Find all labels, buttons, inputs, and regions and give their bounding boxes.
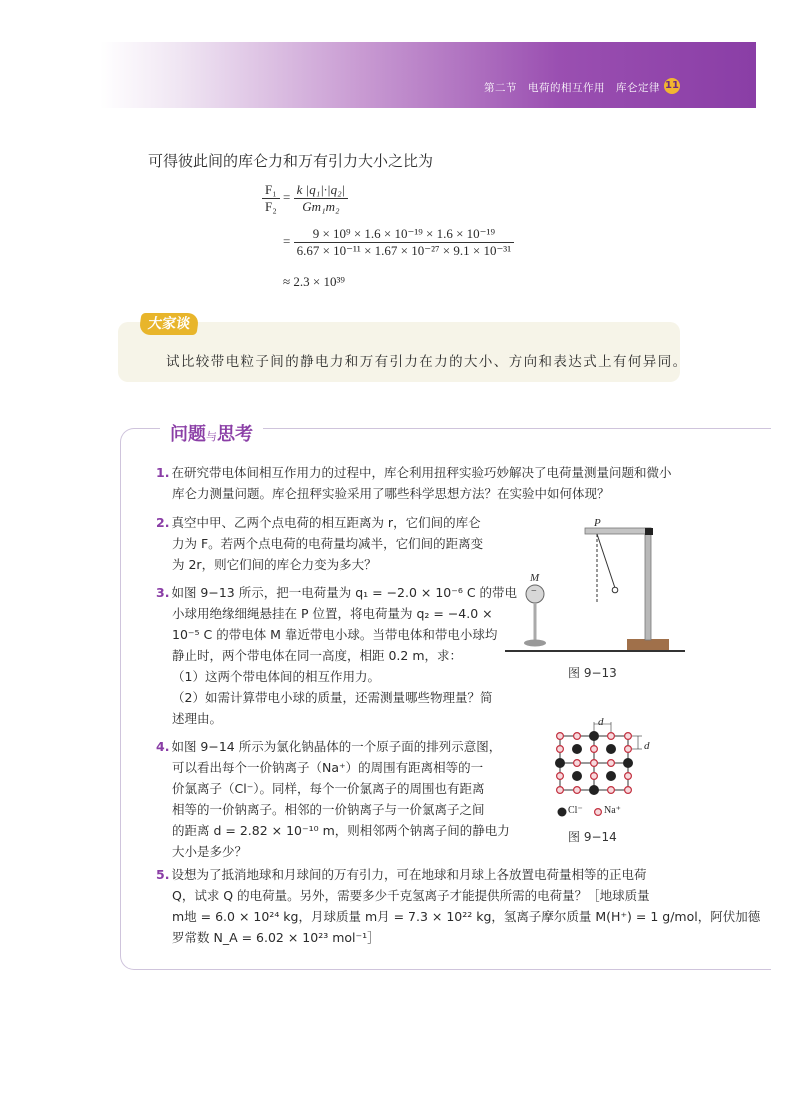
question-line: 静止时，两个带电体在同一高度，相距 0.2 m，求：: [172, 648, 463, 663]
question-number: 4.: [156, 739, 170, 754]
question-line: 价氯离子（Cl⁻）。同样，每个一价氯离子的周围也有距离: [172, 781, 485, 796]
figure-9-14-caption: 图 9−14: [568, 830, 617, 844]
question-line: 小球用绝缘细绳悬挂在 P 位置，将电荷量为 q₂ = −4.0 ×: [172, 606, 493, 621]
question-line: 为 2r，则它们间的库仑力变为多大？: [172, 557, 377, 572]
question-line: 相等的一价钠离子。相邻的一价钠离子与一价氯离子之间: [172, 802, 485, 817]
question-line: m地 = 6.0 × 10²⁴ kg，月球质量 m月 = 7.3 × 10²² kg，氢离子摩尔质量 M(H⁺) = 1 g/mol，阿伏加德: [172, 909, 761, 924]
legend-cl-marker: [558, 808, 567, 817]
question-line: 述理由。: [172, 711, 223, 726]
question-line: 可以看出每个一价钠离子（Na⁺）的周围有距离相等的一: [172, 760, 484, 775]
title-part-b: 思考: [217, 424, 253, 445]
question-1: [156, 462, 671, 504]
numeric-den: 6.67 × 10⁻¹¹ × 1.67 × 10⁻²⁷ × 9.1 × 10⁻³¹: [296, 243, 512, 258]
title-part-a: 问题: [170, 424, 206, 445]
coulomb-gravity-fraction: [294, 182, 349, 215]
intro-text: 可得彼此间的库仑力和万有引力大小之比为: [148, 152, 434, 170]
equation-line-2: [283, 226, 514, 259]
question-2: [156, 512, 483, 575]
question-line: 10⁻⁵ C 的带电体 M 靠近带电小球。当带电体和带电小球均: [172, 627, 498, 642]
question-number: 5.: [156, 867, 170, 882]
label-d-side: d: [644, 740, 650, 752]
numeric-num: 9 × 10⁹ × 1.6 × 10⁻¹⁹ × 1.6 × 10⁻¹⁹: [294, 226, 515, 243]
discussion-text: 试比较带电粒子间的静电力和万有引力在力的大小、方向和表达式上有何异同。: [166, 354, 688, 370]
stand-base: [627, 639, 669, 650]
label-d-top: d: [598, 716, 604, 728]
equation-line-1: [262, 182, 348, 215]
ratio-fraction: [262, 182, 280, 215]
charged-ball: [612, 587, 618, 593]
gravity-den: Gm₁m₂: [302, 199, 340, 214]
question-3: [156, 582, 517, 729]
thread: [597, 534, 615, 588]
label-p: P: [594, 517, 601, 529]
table-surface: [505, 650, 685, 652]
equation-result: ≈ 2.3 × 10³⁹: [283, 274, 345, 289]
question-line: 大小是多少？: [172, 844, 248, 859]
discussion-tag: 大家谈: [138, 313, 199, 335]
figure-9-13: [505, 512, 685, 657]
charge-sign: −: [531, 586, 537, 597]
question-line: （1）这两个带电体间的相互作用力。: [172, 669, 380, 684]
equals-sign: =: [283, 189, 291, 205]
page-number: 11: [664, 78, 680, 94]
title-connector: 与: [206, 430, 217, 443]
header-banner: [100, 42, 756, 108]
questions-title: [160, 420, 263, 446]
question-line: 如图 9−14 所示为氯化钠晶体的一个原子面的排列示意图，: [171, 739, 502, 754]
numeric-fraction: [294, 226, 515, 259]
question-number: 1.: [156, 465, 170, 480]
question-5: [156, 864, 760, 948]
question-4: [156, 736, 510, 862]
ratio-num: F₁: [262, 182, 280, 199]
rod-base: [524, 640, 546, 647]
stand-pole: [645, 528, 651, 640]
question-line: 真空中甲、乙两个点电荷的相互距离为 r，它们间的库仑: [171, 515, 481, 530]
legend-cl: Cl⁻: [568, 805, 583, 816]
ratio-den: F₂: [265, 199, 277, 214]
question-line: 库仑力测量问题。库仑扭秤实验采用了哪些科学思想方法？在实验中如何体现？: [172, 486, 610, 501]
question-line: 设想为了抵消地球和月球间的万有引力，可在地球和月球上各放置电荷量相等的正电荷: [171, 867, 647, 882]
question-line: 在研究带电体间相互作用力的过程中，库仑利用扭秤实验巧妙解决了电荷量测量问题和微小: [171, 465, 672, 480]
figure-9-13-caption: 图 9−13: [568, 666, 617, 680]
legend-na: Na⁺: [604, 805, 621, 816]
question-number: 3.: [156, 585, 170, 600]
question-line: 力为 F。若两个点电荷的电荷量均减半，它们间的距离变: [172, 536, 484, 551]
question-line: 罗常数 N_A = 6.02 × 10²³ mol⁻¹］: [172, 930, 380, 945]
question-line: Q，试求 Q 的电荷量。另外，需要多少千克氢离子才能提供所需的电荷量？［地球质量: [172, 888, 650, 903]
section-title: 第二节 电荷的相互作用 库仑定律: [484, 82, 660, 94]
insulating-rod: [534, 603, 537, 641]
equals-sign-2: =: [283, 233, 291, 249]
label-m: M: [530, 572, 540, 584]
question-line: （2）如需计算带电小球的质量，还需测量哪些物理量？简: [172, 690, 493, 705]
legend-na-marker: [595, 809, 602, 816]
question-number: 2.: [156, 515, 170, 530]
clamp: [645, 528, 653, 535]
question-line: 的距离 d = 2.82 × 10⁻¹⁰ m，则相邻两个钠离子间的静电力: [172, 823, 510, 838]
coulomb-num: k |q₁|·|q₂|: [294, 182, 349, 199]
question-line: 如图 9−13 所示，把一电荷量为 q₁ = −2.0 × 10⁻⁶ C 的带电: [171, 585, 518, 600]
figure-9-14: [548, 716, 658, 826]
